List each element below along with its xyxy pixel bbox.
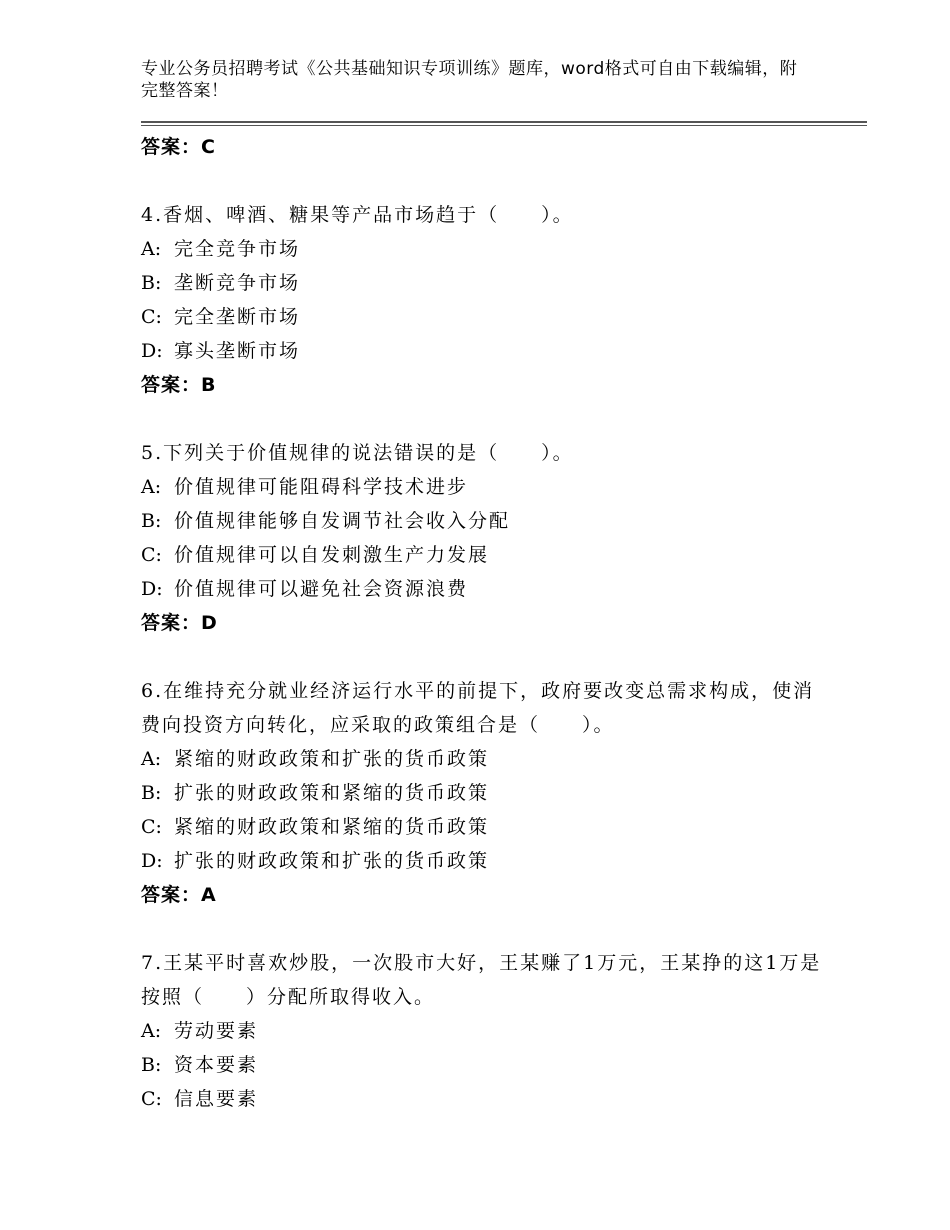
- option-text: 价值规律可能阻碍科学技术进步: [174, 476, 469, 498]
- option-text: 价值规律能够自发调节社会收入分配: [174, 510, 511, 532]
- option-item: [141, 776, 831, 810]
- question-item: [141, 674, 831, 912]
- answer-label: 答案：D: [141, 612, 218, 634]
- option-text: 完全竞争市场: [174, 238, 301, 260]
- option-text: 紧缩的财政政策和扩张的货币政策: [174, 748, 490, 770]
- question-list: [141, 130, 831, 1116]
- option-item: [141, 334, 831, 368]
- page-header: 专业公务员招聘考试《公共基础知识专项训练》题库，word格式可自由下载编辑，附完整答案！: [141, 59, 798, 101]
- option-item: [141, 504, 831, 538]
- option-letter: B:: [141, 510, 162, 532]
- question-item: [141, 198, 831, 402]
- question-stem: 7.王某平时喜欢炒股，一次股市大好，王某赚了1万元，王某挣的这1万是按照（ ）分配所取得收入。: [141, 952, 822, 1008]
- question-item: [141, 436, 831, 640]
- answer-label: 答案：C: [141, 136, 216, 158]
- option-text: 信息要素: [174, 1088, 259, 1110]
- option-letter: D:: [141, 340, 163, 362]
- option-text: 寡头垄断市场: [174, 340, 301, 362]
- option-letter: A:: [141, 1020, 162, 1042]
- header-rule-thin: [141, 125, 867, 126]
- option-letter: A:: [141, 238, 162, 260]
- header-rule: [141, 121, 867, 123]
- question-stem: 6.在维持充分就业经济运行水平的前提下，政府要改变总需求构成，使消费向投资方向转化，应采取的政策组合是（ ）。: [141, 680, 815, 736]
- option-item: [141, 1048, 831, 1082]
- option-text: 劳动要素: [174, 1020, 259, 1042]
- answer-label: 答案：B: [141, 374, 217, 396]
- option-item: [141, 470, 831, 504]
- option-text: 扩张的财政政策和扩张的货币政策: [174, 850, 490, 872]
- option-letter: C:: [141, 306, 162, 328]
- option-letter: A:: [141, 748, 162, 770]
- option-text: 完全垄断市场: [174, 306, 301, 328]
- option-letter: B:: [141, 782, 162, 804]
- option-item: [141, 538, 831, 572]
- option-item: [141, 1014, 831, 1048]
- option-item: [141, 1082, 831, 1116]
- question-stem: 5.下列关于价值规律的说法错误的是（ ）。: [141, 442, 574, 464]
- option-item: [141, 810, 831, 844]
- question-stem: 4.香烟、啤酒、糖果等产品市场趋于（ ）。: [141, 204, 574, 226]
- option-item: [141, 300, 831, 334]
- option-text: 扩张的财政政策和紧缩的货币政策: [174, 782, 490, 804]
- option-text: 紧缩的财政政策和紧缩的货币政策: [174, 816, 490, 838]
- answer-label: 答案：A: [141, 884, 217, 906]
- option-letter: C:: [141, 544, 162, 566]
- option-letter: C:: [141, 816, 162, 838]
- option-letter: D:: [141, 850, 163, 872]
- option-item: [141, 232, 831, 266]
- option-item: [141, 844, 831, 878]
- option-text: 价值规律可以避免社会资源浪费: [174, 578, 469, 600]
- option-item: [141, 742, 831, 776]
- question-item: [141, 946, 831, 1116]
- option-item: [141, 572, 831, 606]
- option-letter: B:: [141, 272, 162, 294]
- option-item: [141, 266, 831, 300]
- option-text: 价值规律可以自发刺激生产力发展: [174, 544, 490, 566]
- option-text: 垄断竞争市场: [174, 272, 301, 294]
- option-letter: A:: [141, 476, 162, 498]
- option-text: 资本要素: [174, 1054, 259, 1076]
- option-letter: B:: [141, 1054, 162, 1076]
- option-letter: C:: [141, 1088, 162, 1110]
- option-letter: D:: [141, 578, 163, 600]
